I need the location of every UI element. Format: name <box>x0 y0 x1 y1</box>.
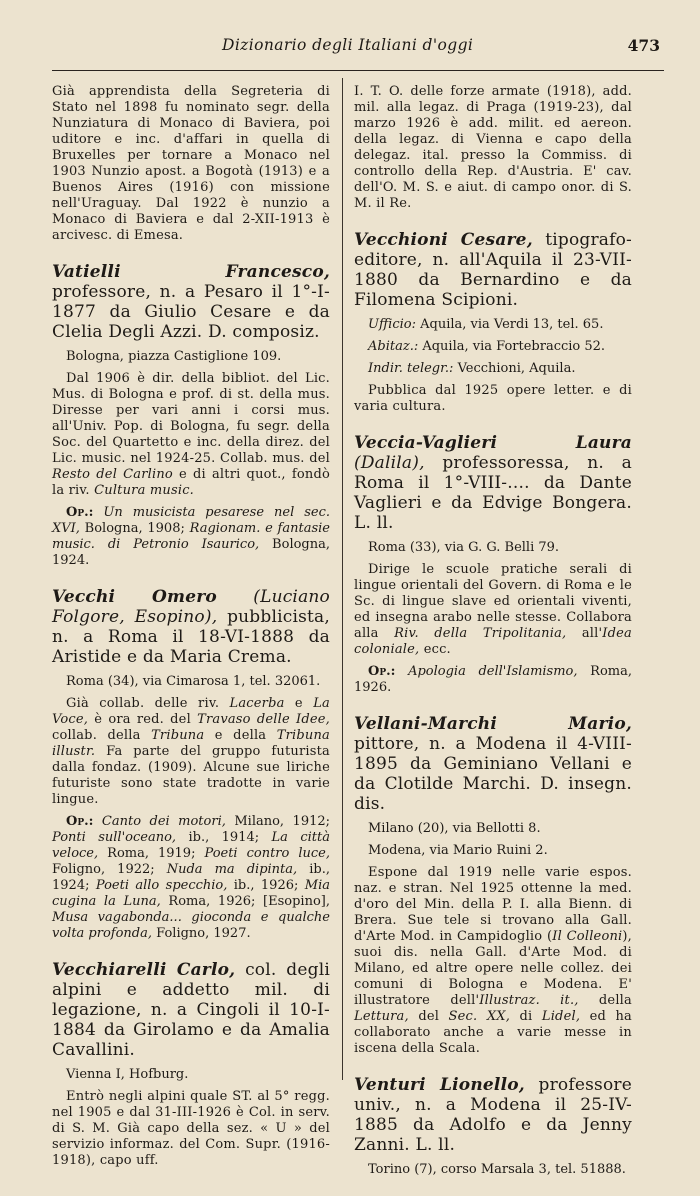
bio-text: Espone dal 1919 nelle varie espos. naz. e stran. Nel 1925 ottenne la med. d'oro del Min. della P. I. alla Bienn. di Brera. Sue tele si trovano alla Gall. d'Arte Mod. in Campidoglio ( <box>354 865 632 944</box>
bio-text: ecc. <box>419 642 451 657</box>
bio-title: Resto del Carlino <box>52 467 173 482</box>
bio-text: Dirige le scuole pratiche serali di lingue orientali del Govern. di Roma e le Sc. di lingue slave ed orientali viventi, ed insegna arabo nelle stesse. Collabora alla <box>354 562 632 641</box>
entry-lead <box>52 587 330 667</box>
work-title: Poeti contro luce, <box>204 846 330 861</box>
entry-name: Venturi Lionello, <box>354 1075 525 1095</box>
entry-lead-text: col. degli alpini e addetto mil. di legazione, n. a Cingoli il 10-I-1884 da Girolamo e da Amalia Cavallini. <box>52 960 330 1060</box>
bio-title: Lettura, <box>354 1009 409 1024</box>
bio-text: collab. della <box>52 728 152 743</box>
entry-text: I. T. O. delle forze armate (1918), add. mil. alla legaz. di Praga (1919-23), dal marzo 1926 è add. milit. ed aereon. della legaz. di Vienna e capo della delegaz. ital. presso la Commiss. di controllo della Rep. d'Austria. E' cav. dell'O. M. S. e aiut. di campo onor. di S. M. il Re. <box>354 84 632 211</box>
entry-biography <box>354 562 632 658</box>
bio-title: La Voce, <box>52 696 330 727</box>
entry-lead <box>52 960 330 1060</box>
right-column <box>354 84 632 1196</box>
running-head <box>52 36 664 60</box>
bio-text: del <box>408 1009 449 1024</box>
entry-address: Roma (33), via G. G. Belli 79. <box>368 540 560 555</box>
entry-venturi <box>354 1075 632 1178</box>
entry-home-address <box>368 339 632 355</box>
work-title: Poeti allo specchio, <box>95 878 228 893</box>
bio-title: Lacerba <box>229 696 285 711</box>
work-title: Musa vagabonda... gioconda e qualche volta profonda, <box>52 910 330 941</box>
entry-lead-text: professoressa, n. a Roma il 1°-VIII-.... da Dante Vaglieri e da Edvige Bongera. L. ll. <box>354 453 632 533</box>
office-value: Aquila, via Verdi 13, tel. 65. <box>415 317 604 332</box>
entry-lead <box>354 714 632 814</box>
bio-text: ), suoi dis. nella Gall. d'Arte Mod. di Milano, ed altre opere nelle collez. dei comuni di Bologna e Modena. E' illustratore dell' <box>354 929 633 1008</box>
entry-text: Già apprendista della Segreteria di Stato nel 1898 fu nominato segr. della Nunziatura di Monaco di Baviera, poi uditore e inc. d'affari in quella di Bruxelles per tornare a Monaco nel 1903 Nunzio apost. a Bogotà (1913) e a Buenos Aires (1916) con missione nell'Uraguay. Dal 1922 è nunzio a Monaco di Baviera e dal 2-XII-1913 è arcivesc. di Emesa. <box>52 84 330 243</box>
entry-biography: Entrò negli alpini quale ST. al 5° regg. nel 1905 e dal 31-III-1926 è Col. in serv. di S. M. Già capo della sez. « U » del servizio informaz. del Com. Supr. (1916-1918), capo uff. <box>52 1089 330 1168</box>
work-title: Canto dei motori, <box>93 814 226 829</box>
bio-text: ed ha collaborato anche a varie messe in iscena della Scala. <box>354 1009 633 1056</box>
entry-veccia-vaglieri <box>354 433 632 696</box>
bio-title: Tribuna illustr. <box>52 728 330 759</box>
entry-biography <box>52 696 330 808</box>
entry-alias: (Luciano Folgore, Esopino), <box>52 587 330 627</box>
entry-biography: Pubblica dal 1925 opere letter. e di varia cultura. <box>354 383 632 414</box>
work-info: Bologna, 1908; <box>79 521 190 536</box>
entry-lead <box>354 1075 632 1155</box>
bio-text: di <box>510 1009 542 1024</box>
work-info: Milano, 1912; <box>225 814 331 829</box>
telegraph-label: Indir. telegr.: <box>368 361 454 376</box>
work-info: Bologna, 1924. <box>52 537 330 568</box>
entry-vatielli <box>52 262 330 569</box>
entry-address: Vienna I, Hofburg. <box>66 1067 189 1082</box>
work-title: Mia cugina la Luna, <box>52 878 330 909</box>
bio-text: Dal 1906 è dir. della bibliot. del Lic. Mus. di Bologna e prof. di st. della mus. Diresse per vari anni i corsi mus. all'Univ. Pop. di Bologna, fu segr. della Soc. del Quartetto e inc. della direz. del Lic. music. nel 1924-25. Collab. mus. del <box>52 371 330 466</box>
entry-address: Torino (7), corso Marsala 3, tel. 51888. <box>368 1162 626 1177</box>
entry-works <box>52 814 330 942</box>
work-title: Ponti sull'oceano, <box>52 830 177 845</box>
home-label: Abitaz.: <box>368 339 419 354</box>
entry-lead-text: professore univ., n. a Modena il 25-IV-1885 da Adolfo e da Jenny Zanni. L. ll. <box>354 1075 632 1155</box>
work-title: Ragionam. e fantasie music. di Petronio Isaurico, <box>52 521 330 552</box>
entry-telegraph-address <box>368 361 632 377</box>
page-number: 473 <box>627 36 660 55</box>
bio-title: Travaso delle Idee, <box>197 712 330 727</box>
office-label: Ufficio: <box>368 317 416 332</box>
work-info: Foligno, 1922; <box>52 862 167 877</box>
header-rule <box>52 70 664 71</box>
bio-text: della <box>578 993 632 1008</box>
bio-text: all' <box>566 626 603 641</box>
left-column <box>52 84 330 1187</box>
entry-lead-text: professore, n. a Pesaro il 1°-I-1877 da Giulio Cesare e da Clelia Degli Azzi. D. composiz. <box>52 282 330 342</box>
entry-vellani-marchi <box>354 714 632 1057</box>
bio-title: Sec. XX, <box>448 1009 511 1024</box>
entry-lead-text: pittore, n. a Modena il 4-VIII-1895 da Geminiano Vellani e da Clotilde Marchi. D. insegn. dis. <box>354 734 632 814</box>
bio-title: Idea coloniale, <box>354 626 632 657</box>
work-title: Un musicista pesarese nel sec. XVI, <box>52 505 330 536</box>
entry-lead-text: tipografo-editore, n. all'Aquila il 23-VII-1880 da Bernardino e da Filomena Scipioni. <box>354 230 632 310</box>
entry-continuation <box>52 84 330 244</box>
bio-text: Fa parte del gruppo futurista dalla fondaz. (1909). Alcune sue liriche futuriste sono state tradotte in varie lingue. <box>52 744 330 807</box>
works-label: Op.: <box>368 664 396 679</box>
entry-name: Vecchi Omero <box>52 587 217 607</box>
entry-name: Vellani-Marchi Mario, <box>354 714 632 734</box>
work-title: Nuda ma dipinta, <box>166 862 298 877</box>
bio-title: Il Colleoni <box>552 929 623 944</box>
bio-title: Illustraz. it., <box>479 993 579 1008</box>
work-info: ib., 1924; <box>52 862 330 893</box>
entry-name: Veccia-Vaglieri Laura <box>354 433 632 453</box>
telegraph-value: Vecchioni, Aquila. <box>453 361 576 376</box>
home-value: Aquila, via Fortebraccio 52. <box>418 339 606 354</box>
work-info: ib., 1926; <box>227 878 305 893</box>
entry-vecchiarelli <box>52 960 330 1169</box>
entry-continuation <box>354 84 632 212</box>
entry-name: Vecchiarelli Carlo, <box>52 960 236 980</box>
entry-address-secondary: Modena, via Mario Ruini 2. <box>368 843 548 858</box>
entry-works <box>52 505 330 569</box>
work-title: Apologia dell'Islamismo, <box>395 664 578 679</box>
entry-lead <box>354 230 632 310</box>
bio-text: e di altri quot., fondò la riv. <box>52 467 331 498</box>
column-divider <box>342 78 343 1080</box>
entry-lead <box>354 433 632 533</box>
entry-lead <box>52 262 330 342</box>
bio-text: è ora red. del <box>88 712 198 727</box>
works-label: Op.: <box>66 505 94 520</box>
bio-title: Cultura music. <box>94 483 195 498</box>
entry-biography <box>354 865 632 1057</box>
work-info: Roma, 1926. <box>354 664 632 695</box>
entry-lead-text: pubblicista, n. a Roma il 18-VI-1888 da Aristide e da Maria Crema. <box>52 607 330 667</box>
bio-text: e della <box>204 728 277 743</box>
bio-title: Riv. della Tripolitania, <box>394 626 567 641</box>
bio-title: Tribuna <box>151 728 205 743</box>
running-title: Dizionario degli Italiani d'oggi <box>222 36 474 54</box>
entry-vecchioni <box>354 230 632 415</box>
entry-address: Bologna, piazza Castiglione 109. <box>66 349 282 364</box>
work-info: Roma, 1926; [Esopino], <box>160 894 330 909</box>
entry-address: Roma (34), via Cimarosa 1, tel. 32061. <box>66 674 321 689</box>
entry-address: Milano (20), via Bellotti 8. <box>368 821 541 836</box>
entry-name: Vatielli Francesco, <box>52 262 330 282</box>
work-title: La città veloce, <box>52 830 330 861</box>
works-label: Op.: <box>66 814 94 829</box>
work-info: Roma, 1919; <box>98 846 205 861</box>
work-info: ib., 1914; <box>176 830 272 845</box>
bio-title: Lidel, <box>541 1009 581 1024</box>
bio-text: e <box>284 696 314 711</box>
entry-alias: (Dalila), <box>354 453 425 473</box>
entry-biography <box>52 371 330 499</box>
bio-text: Già collab. delle riv. <box>66 696 230 711</box>
work-info: Foligno, 1927. <box>152 926 251 941</box>
entry-office-address <box>368 317 632 333</box>
entry-name: Vecchioni Cesare, <box>354 230 533 250</box>
entry-works <box>354 664 632 696</box>
entry-vecchi <box>52 587 330 942</box>
